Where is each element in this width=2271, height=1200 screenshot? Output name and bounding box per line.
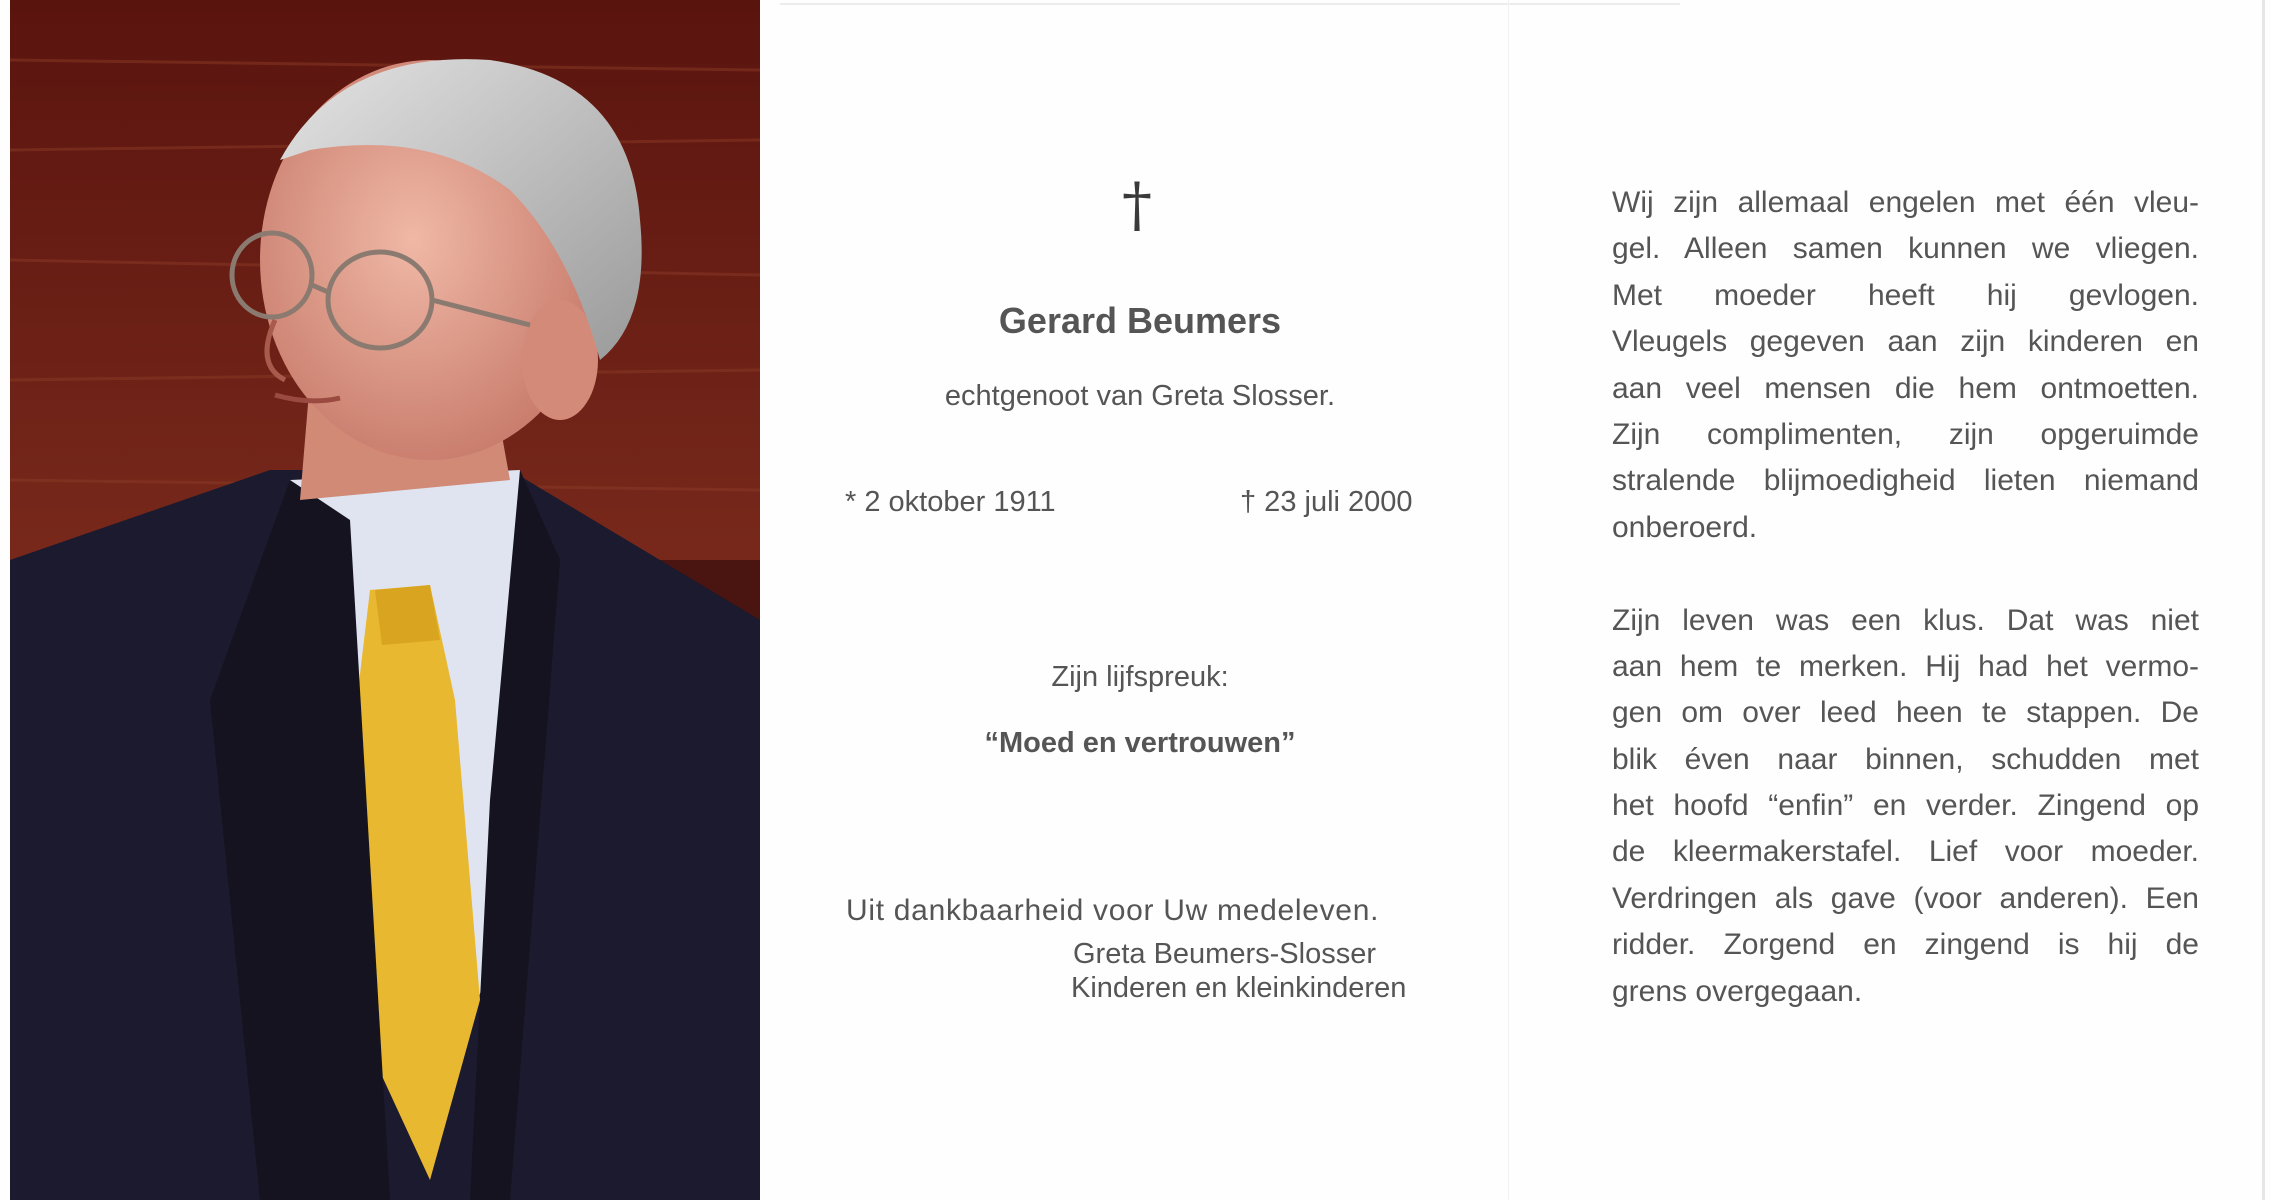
card-fold-line bbox=[1508, 0, 1509, 1200]
cross-symbol: † bbox=[1122, 170, 1152, 240]
poem-line: blik éven naar binnen, schudden met bbox=[1612, 742, 2199, 776]
poem-line: Verdringen als gave (voor anderen). Een bbox=[1612, 881, 2199, 915]
motto: “Moed en vertrouwen” bbox=[984, 727, 1296, 759]
poem-line: de kleermakerstafel. Lief voor moeder. bbox=[1612, 835, 2199, 869]
spouse-line: echtgenoot van Greta Slosser. bbox=[944, 380, 1336, 412]
poem-line: grens overgegaan. bbox=[1612, 974, 1863, 1008]
poem-line: Vleugels gegeven aan zijn kinderen en bbox=[1612, 325, 2199, 359]
signature-line-1: Greta Beumers-Slosser bbox=[1073, 938, 1376, 970]
deceased-name: Gerard Beumers bbox=[998, 300, 1282, 341]
signature-line-2: Kinderen en kleinkinderen bbox=[1071, 972, 1407, 1004]
poem-line: gel. Alleen samen kunnen we vliegen. bbox=[1612, 232, 2199, 266]
poem-line: aan hem te merken. Hij had het vermo- bbox=[1612, 649, 2199, 683]
poem-line: onberoerd. bbox=[1612, 510, 1758, 544]
thanks-line: Uit dankbaarheid voor Uw medeleven. bbox=[846, 894, 1380, 927]
paragraph-gap bbox=[1612, 551, 2199, 597]
birth-date: * 2 oktober 1911 bbox=[845, 486, 1056, 518]
poem-line: Zijn leven was een klus. Dat was niet bbox=[1612, 603, 2199, 637]
card-top-edge bbox=[780, 3, 1680, 5]
death-date: † 23 juli 2000 bbox=[1240, 486, 1413, 518]
poem-line: ridder. Zorgend en zingend is hij de bbox=[1612, 928, 2199, 962]
poem-line: Met moeder heeft hij gevlogen. bbox=[1612, 278, 2199, 312]
poem-line: gen om over leed heen te stappen. De bbox=[1612, 696, 2199, 730]
poem-line: stralende blijmoedigheid lieten niemand bbox=[1612, 464, 2199, 498]
card-right-edge bbox=[2262, 0, 2265, 1200]
poem-line: aan veel mensen die hem ontmoetten. bbox=[1612, 371, 2199, 405]
poem-line: het hoofd “enfin” en verder. Zingend op bbox=[1612, 789, 2199, 823]
poem-line: Wij zijn allemaal engelen met één vleu- bbox=[1612, 186, 2199, 219]
motto-label: Zijn lijfspreuk: bbox=[1051, 661, 1229, 693]
poem-line: Zijn complimenten, zijn opgeruimde bbox=[1612, 417, 2199, 451]
poem-text bbox=[1612, 180, 2199, 1015]
portrait-photo bbox=[10, 0, 760, 1200]
